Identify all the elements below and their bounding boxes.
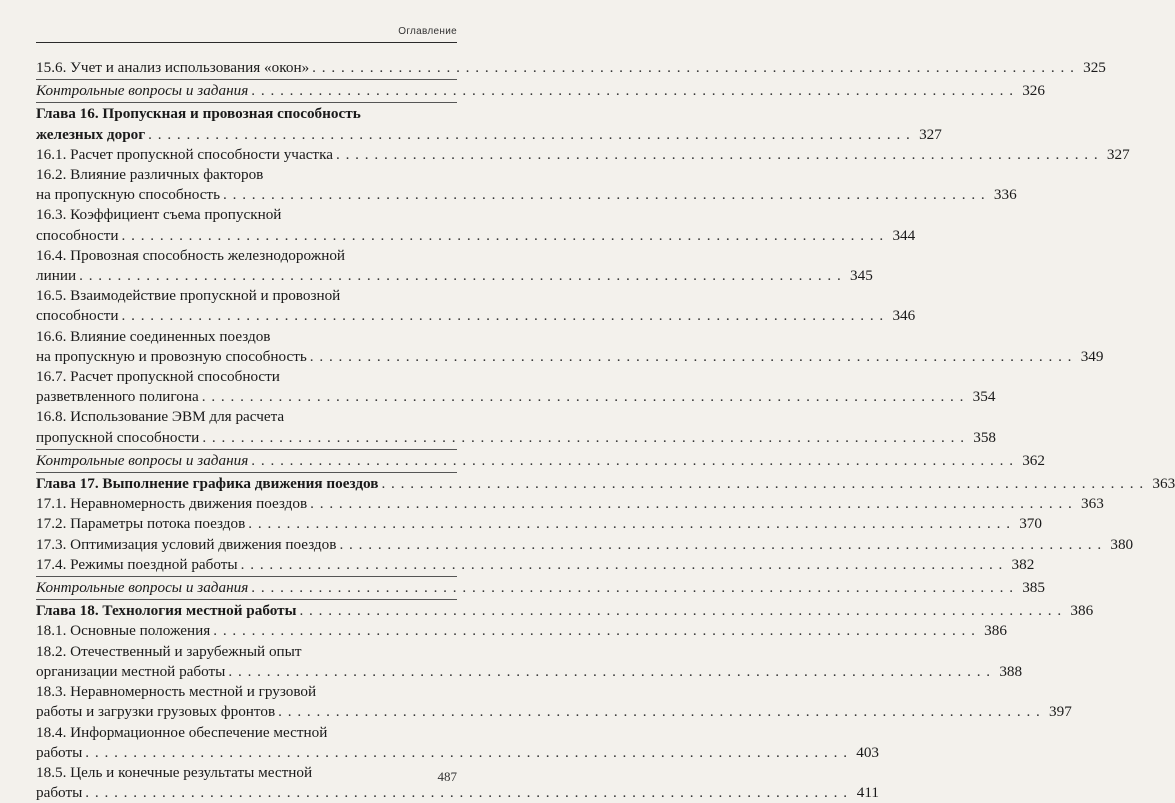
dot-leader bbox=[310, 494, 1073, 514]
dot-leader bbox=[213, 621, 976, 641]
toc-chapter-entry bbox=[36, 102, 942, 144]
toc-page-number: 385 bbox=[1022, 579, 1045, 597]
toc-section-entry bbox=[36, 723, 879, 763]
dot-leader bbox=[85, 743, 848, 763]
toc-entry-title-line: Глава 16. Пропускная и провозная способность bbox=[36, 105, 361, 123]
dot-leader bbox=[339, 535, 1102, 555]
dot-leader bbox=[202, 428, 965, 448]
toc-page-number: 344 bbox=[892, 226, 916, 244]
toc-entry-title-line: Контрольные вопросы и задания bbox=[36, 451, 249, 469]
toc-entry-title-line: 16.5. Взаимодействие пропускной и провозной bbox=[36, 287, 341, 305]
toc-entry-title-line: Глава 17. Выполнение графика движения поездов bbox=[36, 475, 379, 493]
toc-entry-title-line: 17.4. Режимы поездной работы bbox=[36, 555, 238, 573]
toc-chapter-entry bbox=[36, 599, 1094, 621]
toc-page-number: 363 bbox=[1152, 475, 1175, 493]
toc-page-number: 397 bbox=[1049, 703, 1072, 721]
dot-leader bbox=[122, 306, 885, 326]
dot-leader bbox=[278, 702, 1041, 722]
toc-entry-title-line: работы и загрузки грузовых фронтов bbox=[36, 703, 276, 721]
toc-entry-title-line: Контрольные вопросы и задания bbox=[36, 82, 249, 100]
toc-page-number: 326 bbox=[1022, 82, 1045, 100]
toc-entry-title-line: 18.5. Цель и конечные результаты местной bbox=[36, 763, 313, 781]
dot-leader bbox=[251, 81, 1014, 101]
toc-section-entry bbox=[36, 286, 916, 326]
toc-page-number: 411 bbox=[856, 784, 879, 802]
dot-leader bbox=[312, 58, 1075, 78]
toc-section-entry bbox=[36, 205, 916, 245]
dot-leader bbox=[202, 387, 965, 407]
page-number: 487 bbox=[437, 769, 457, 784]
toc-section-entry bbox=[36, 763, 879, 803]
dot-leader bbox=[336, 145, 1099, 165]
toc-page-number: 403 bbox=[856, 743, 879, 761]
table-of-contents bbox=[36, 58, 1175, 803]
toc-page-number: 349 bbox=[1080, 347, 1104, 365]
toc-questions-entry bbox=[36, 449, 1045, 471]
toc-page-number: 345 bbox=[850, 267, 873, 285]
dot-leader bbox=[251, 578, 1014, 598]
dot-leader bbox=[148, 125, 911, 145]
toc-entry-title-line: 16.7. Расчет пропускной способности bbox=[36, 368, 280, 386]
toc-page-number: 327 bbox=[1106, 145, 1130, 163]
toc-entry-title-line: 16.3. Коэффициент съема пропускной bbox=[36, 206, 282, 224]
toc-page-number: 380 bbox=[1110, 535, 1134, 553]
toc-section-entry bbox=[36, 367, 996, 407]
toc-entry-title-line: способности bbox=[36, 307, 119, 325]
toc-entry-title-line: 18.2. Отечественный и зарубежный опыт bbox=[36, 642, 302, 660]
toc-section-entry bbox=[36, 642, 1023, 682]
toc-page-number: 336 bbox=[993, 186, 1017, 204]
dot-leader bbox=[241, 555, 1004, 575]
toc-page-number: 327 bbox=[919, 125, 942, 143]
dot-leader bbox=[122, 226, 885, 246]
toc-section-entry bbox=[36, 58, 1106, 78]
toc-section-entry bbox=[36, 494, 1104, 514]
toc-page-number: 362 bbox=[1022, 451, 1045, 469]
toc-section-entry bbox=[36, 407, 997, 447]
toc-questions-entry bbox=[36, 79, 1045, 101]
toc-chapter-entry bbox=[36, 472, 1175, 494]
toc-page-number: 386 bbox=[984, 622, 1007, 640]
toc-entry-title-line: разветвленного полигона bbox=[36, 388, 199, 406]
toc-section-entry bbox=[36, 682, 1072, 722]
toc-section-entry bbox=[36, 246, 873, 286]
dot-leader bbox=[248, 514, 1011, 534]
toc-section-entry bbox=[36, 145, 1130, 165]
running-header bbox=[36, 20, 457, 43]
toc-entry-title-line: 17.3. Оптимизация условий движения поездов bbox=[36, 535, 337, 553]
toc-section-entry bbox=[36, 555, 1035, 575]
dot-leader bbox=[79, 266, 842, 286]
toc-page-number: 370 bbox=[1019, 515, 1042, 533]
toc-entry-title-line: 18.3. Неравномерность местной и грузовой bbox=[36, 683, 317, 701]
dot-leader bbox=[299, 601, 1062, 621]
toc-page-number: 363 bbox=[1081, 495, 1104, 513]
toc-entry-title-line: Контрольные вопросы и задания bbox=[36, 579, 249, 597]
toc-entry-title-line: на пропускную и провозную способность bbox=[36, 347, 307, 365]
toc-entry-title-line: 18.1. Основные положения bbox=[36, 622, 211, 640]
toc-entry-title-line: 16.2. Влияние различных факторов bbox=[36, 166, 264, 184]
toc-entry-title-line: 18.4. Информационное обеспечение местной bbox=[36, 723, 328, 741]
toc-entry-title-line: 17.2. Параметры потока поездов bbox=[36, 515, 246, 533]
toc-entry-title-line: 16.8. Использование ЭВМ для расчета bbox=[36, 408, 285, 426]
toc-entry-title-line: железных дорог bbox=[36, 125, 146, 143]
toc-entry-title-line: на пропускную способность bbox=[36, 186, 220, 204]
dot-leader bbox=[85, 783, 848, 803]
dot-leader bbox=[228, 662, 991, 682]
toc-questions-entry bbox=[36, 576, 1045, 598]
toc-entry-title-line: организации местной работы bbox=[36, 662, 226, 680]
toc-page-number: 388 bbox=[999, 662, 1023, 680]
dot-leader bbox=[223, 185, 986, 205]
toc-page-number: 346 bbox=[892, 307, 916, 325]
toc-page-number: 386 bbox=[1070, 602, 1094, 620]
toc-entry-title-line: работы bbox=[36, 743, 83, 761]
toc-page-number: 382 bbox=[1011, 555, 1035, 573]
toc-page-number: 354 bbox=[972, 388, 996, 406]
toc-entry-title-line: 17.1. Неравномерность движения поездов bbox=[36, 495, 308, 513]
toc-entry-title-line: линии bbox=[36, 267, 77, 285]
toc-entry-title-line: работы bbox=[36, 784, 83, 802]
toc-entry-title-line: Глава 18. Технология местной работы bbox=[36, 602, 297, 620]
dot-leader bbox=[310, 347, 1073, 367]
toc-section-entry bbox=[36, 327, 1104, 367]
toc-entry-title-line: 16.6. Влияние соединенных поездов bbox=[36, 327, 271, 345]
toc-entry-title-line: пропускной способности bbox=[36, 428, 200, 446]
dot-leader bbox=[381, 474, 1144, 494]
toc-entry-title-line: способности bbox=[36, 226, 119, 244]
toc-page-number: 358 bbox=[973, 428, 997, 446]
toc-section-entry bbox=[36, 535, 1134, 555]
toc-entry-title-line: 16.4. Провозная способность железнодорожной bbox=[36, 246, 346, 264]
toc-section-entry bbox=[36, 514, 1042, 534]
toc-section-entry bbox=[36, 165, 1017, 205]
toc-section-entry bbox=[36, 621, 1007, 641]
toc-entry-title-line: 16.1. Расчет пропускной способности участка bbox=[36, 145, 333, 163]
toc-page-number: 325 bbox=[1083, 59, 1106, 76]
dot-leader bbox=[251, 451, 1014, 471]
toc-entry-title-line: 15.6. Учет и анализ использования «окон» bbox=[36, 59, 310, 76]
header-title: Оглавление bbox=[398, 26, 457, 37]
